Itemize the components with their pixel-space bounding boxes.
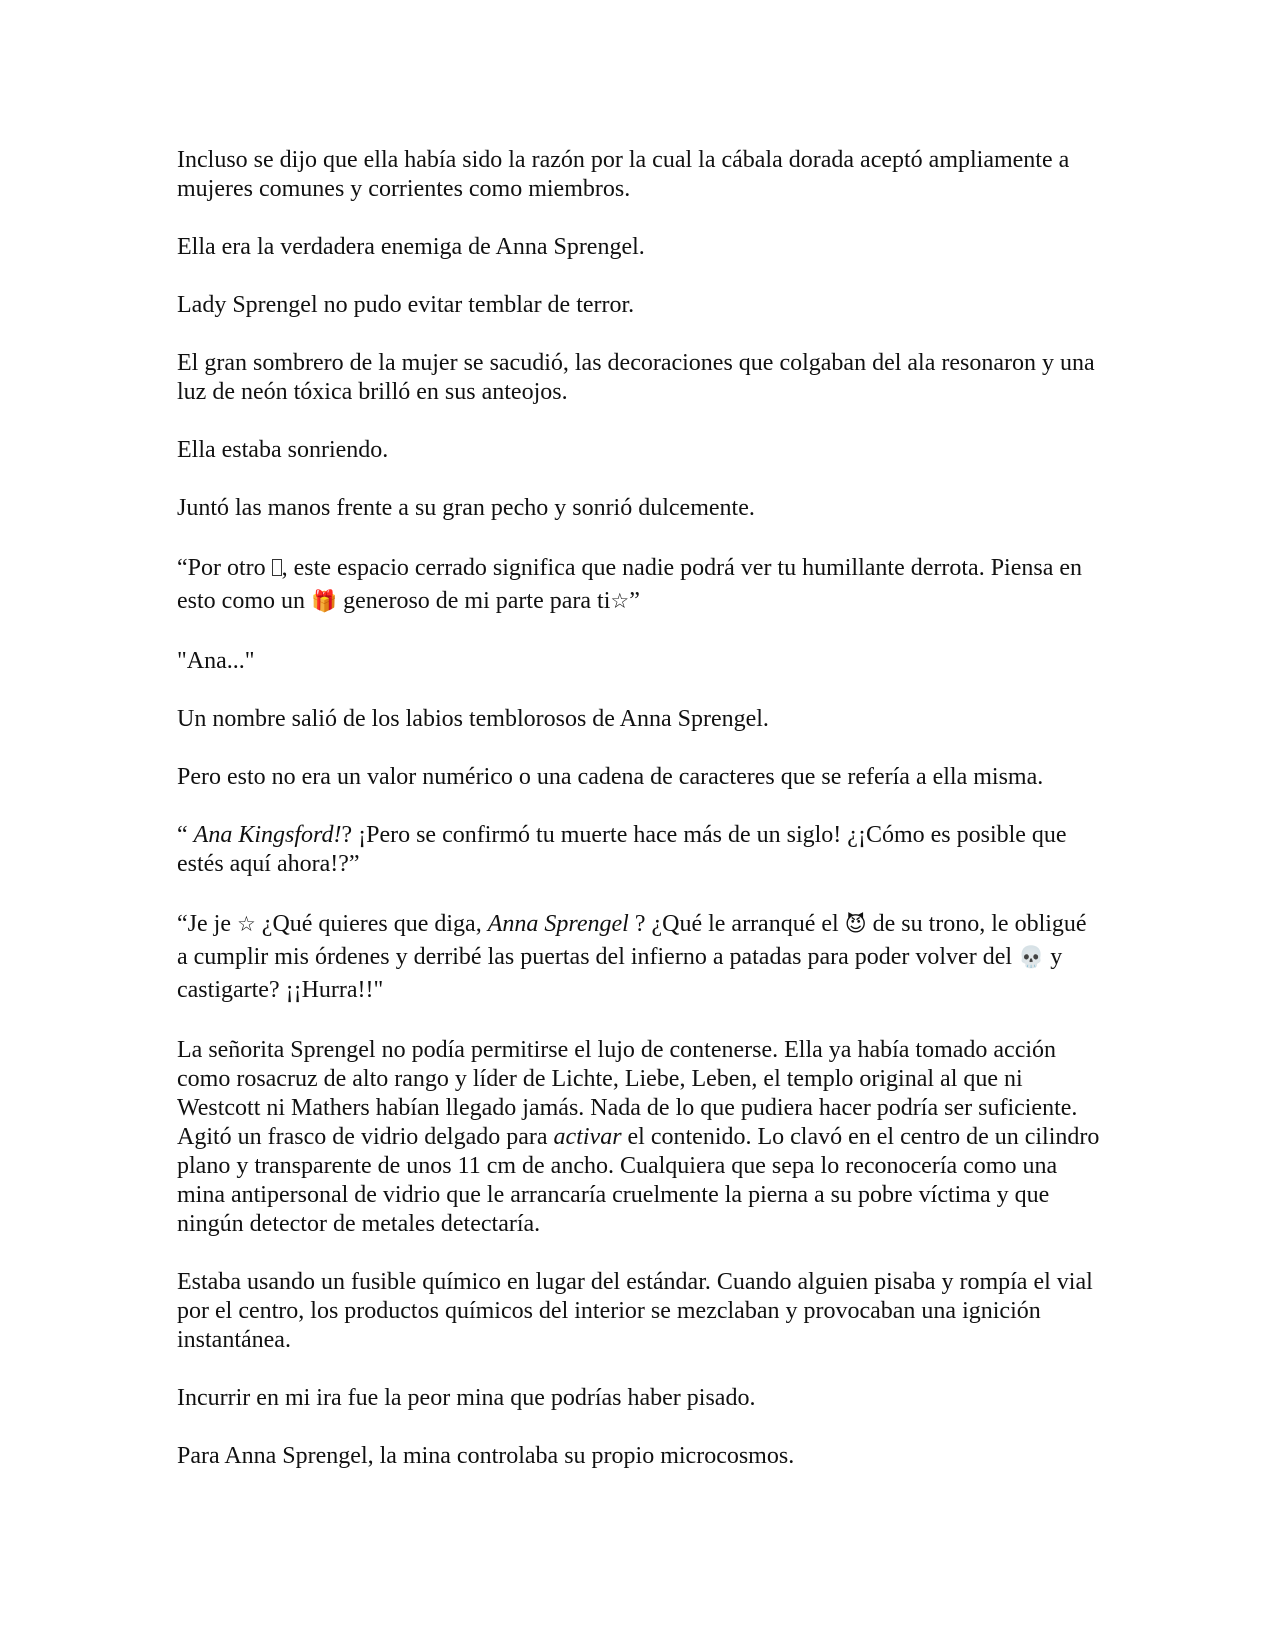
missing-glyph-icon — [272, 559, 282, 576]
paragraph-7-text-3: generoso de mi parte para ti — [337, 588, 611, 614]
paragraph-4: El gran sombrero de la mujer se sacudió, las decoraciones que colgaban del ala resonaron y una luz de neón tóxica brilló en sus anteojos. — [177, 350, 1095, 405]
paragraph-1: Incluso se dijo que ella había sido la razón por la cual la cábala dorada aceptó ampliamente a mujeres comunes y corrientes como miembros. — [177, 147, 1070, 202]
paragraph-6: Juntó las manos frente a su gran pecho y sonrió dulcemente. — [177, 495, 755, 521]
paragraph-12-text-1: “Je je — [177, 911, 237, 937]
paragraph-7-text-4: ” — [629, 588, 640, 614]
paragraph-11-open-quote: “ — [177, 822, 194, 848]
paragraph-11-text: ? ¡Pero se confirmó tu muerte hace más de un siglo! ¿¡Cómo es posible que estés aquí ahora!?” — [177, 822, 1067, 877]
emphasis-activar: activar — [553, 1124, 622, 1150]
name-ana-kingsford: Ana Kingsford! — [193, 822, 342, 848]
devil-face-icon: 😈 — [844, 912, 867, 936]
gift-icon: 🎁 — [310, 589, 338, 613]
paragraph-3: Lady Sprengel no pudo evitar temblar de terror. — [177, 292, 635, 318]
paragraph-13-text-2: el contenido. Lo clavó en el centro de un cilindro plano y transparente de unos 11 cm de ancho. Cualquiera que sepa lo reconocería como una mina antipersonal de vidrio que le arrancaría cruelmente la pierna a su pobre víctima y que ningún detector de metales detectaría. — [177, 1124, 1100, 1237]
paragraph-7 — [177, 552, 1102, 618]
paragraph-13 — [177, 1036, 1102, 1239]
paragraph-2: Ella era la verdadera enemiga de Anna Sprengel. — [177, 234, 645, 260]
paragraph-7-text-1: “Por otro — [177, 555, 272, 581]
paragraph-12-text-4: de su trono, le obligué a cumplir mis órdenes y derribé las puertas del infierno a patadas para poder volver del — [177, 911, 1087, 970]
star-icon: ☆ — [610, 589, 630, 613]
document-page — [177, 146, 1102, 1500]
paragraph-12 — [177, 908, 1102, 1007]
paragraph-10: Pero esto no era un valor numérico o una cadena de caracteres que se refería a ella misma. — [177, 764, 1044, 790]
paragraph-16: Para Anna Sprengel, la mina controlaba su propio microcosmos. — [177, 1443, 795, 1469]
name-anna-sprengel: Anna Sprengel — [487, 911, 629, 937]
paragraph-12-text-5: y castigarte? ¡¡Hurra!!" — [177, 944, 1063, 1003]
paragraph-9: Un nombre salió de los labios temblorosos de Anna Sprengel. — [177, 706, 769, 732]
paragraph-7-text-2: , este espacio cerrado significa que nadie podrá ver tu humillante derrota. Piensa en esto como un — [177, 555, 1083, 614]
paragraph-15: Incurrir en mi ira fue la peor mina que podrías haber pisado. — [177, 1385, 756, 1411]
star-icon: ☆ — [236, 912, 256, 936]
paragraph-5: Ella estaba sonriendo. — [177, 437, 389, 463]
paragraph-8: "Ana..." — [177, 648, 255, 674]
paragraph-12-text-2: ¿Qué quieres que diga, — [255, 911, 488, 937]
paragraph-12-text-3: ? ¿Qué le arranqué el — [628, 911, 845, 937]
paragraph-11 — [177, 821, 1102, 879]
paragraph-13-text-1: La señorita Sprengel no podía permitirse el lujo de contenerse. Ella ya había tomado acción como rosacruz de alto rango y líder de Lichte, Liebe, Leben, el templo original al que ni Westcott ni Mathers habían llegado jamás. Nada de lo que pudiera hacer podría ser suficiente. Agitó un frasco de vidrio delgado para — [177, 1037, 1078, 1150]
paragraph-14: Estaba usando un fusible químico en lugar del estándar. Cuando alguien pisaba y rompía el vial por el centro, los productos químicos del interior se mezclaban y provocaban una ignición instantánea. — [177, 1269, 1093, 1353]
skull-icon: 💀 — [1018, 945, 1045, 969]
